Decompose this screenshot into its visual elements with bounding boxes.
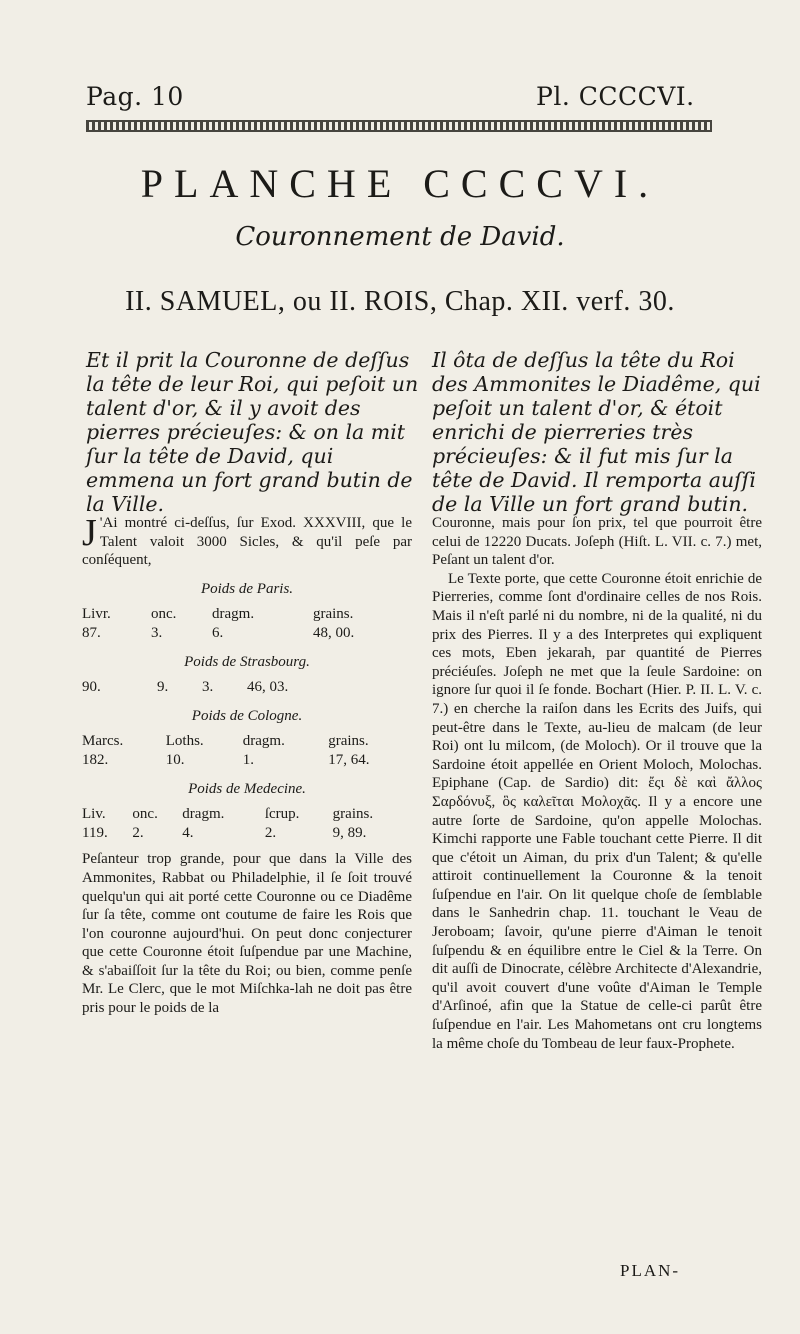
table-cell: ſcrup. — [264, 806, 300, 823]
table-cell: 3. — [202, 679, 214, 696]
right-paragraph-2: Le Texte porte, que cette Couronne étoit enrichie de Pierreries, comme ſont d'ordinaire celles de nos Rois. Mais il n'eſt parlé ni du nombre, ni de la qualité, ni du prix des Pierres. Il y a des Interpretes qui expliquent ces mots, Eben jekarah, par quantité de Pierres préciéuſes. Joſeph ne met que la ſeule Sardoine: on ignore ſur quoi il ſe fonde. Bochart (Hier. P. II. L. V. c. 7.) en cherche la raiſon dans les Ecrits des Juifs, qui peut-être dans le Texte, au-lieu de malcam (de leur Roi) ont lu milcom, (de Moloch). Or il trouve que la Sardoine étoit appellée en Orient Moloch, Molochas. Epiphane (Cap. de Sardio) dit: ἔςι δὲ καὶ ἄλλος Σαρδόνυξ, ὃς καλεῖται Μολοχᾶς. Il y a encore une autre ſorte de Sardoine, qu'on appelle Molochas. Kimchi rapporte une Fable touchant cette Pierre. Il dit que c'étoit un Aiman, du prix d'un Talent; & qu'elle attiroit continuellement la Couronne & la tenoit ſuſpendue en l'air. On lit quelque choſe de ſemblable dans le Sanhedrin chap. 11. touchant le Veau de Jeroboam; ſavoir, qu'une pierre d'Aiman le tenoit ſuſpendu & en équilibre entre le Ciel & la Terre. On dit auſſi de Dinocrate, célèbre Architecte d'Alexandrie, qu'il avoit couvert d'une voûte d'Aiman le Temple d'Arſinoé, afin que la Statue de celle-ci parût être ſuſpendue en l'air. Les Mahometans ont cru longtems la même choſe du Tombeau de leur faux-Prophete. — [432, 570, 762, 1052]
catchword: PLAN- — [620, 1261, 681, 1280]
table-cell: 90. — [82, 679, 101, 696]
table-cell: 48, 00. — [312, 624, 355, 641]
weight-table-cologne — [82, 732, 412, 769]
weight-heading-cologne: Poids de Cologne. — [191, 707, 303, 724]
plate-title: PLANCHE CCCCVI. — [140, 161, 660, 206]
table-cell: 46, 03. — [247, 679, 289, 696]
weight-table-medecine — [82, 805, 412, 842]
table-row — [82, 732, 412, 751]
table-cell: 2. — [132, 824, 144, 841]
table-cell: dragm. — [212, 606, 255, 623]
table-cell: grains. — [332, 806, 374, 823]
table-cell: Marcs. — [82, 733, 124, 750]
closing-paragraph: Peſanteur trop grande, pour que dans la Ville des Ammonites, Rabbat ou Philadelphie, il ſe ſoit trouvé quelqu'un qui ait porté cette Couronne ou ce Diadême ſur ſa tête, comme ont coutume de faire les Rois que l'on couronne aujourd'hui. On peut donc conjecturer que cette Couronne étoit ſuſpendue par une Machine, & s'abaiſſoit ſur la tête du Roi; ou bien, comme penſe Mr. Le Clerc, que le mot Miſchka-lah ne doit pas être pris pour le poids de la — [82, 851, 412, 1017]
table-cell: 119. — [82, 824, 108, 841]
table-cell: 17, 64. — [328, 751, 370, 768]
table-cell: onc. — [132, 806, 158, 823]
weight-heading-medecine: Poids de Medecine. — [188, 780, 306, 797]
weight-table-strasbourg — [82, 678, 412, 697]
quote-right: Il ôta de deſſus la tête du Roi des Ammonites le Diadême, qui peſoit un talent d'or, & étoit enrichi de pierreries très précieuſes: & il fut mis ſur la tête de David. Il remporta auſſi de la Ville un fort grand butin. — [432, 348, 761, 516]
table-cell: 182. — [82, 751, 109, 768]
intro-text: 'Ai montré ci-deſſus, ſur Exod. XXXVIII, que le Talent valoit 3000 Sicles, & qu'il peſe par conſéquent, — [82, 515, 412, 569]
page-number: Pag. 10 — [86, 82, 184, 111]
table-cell: Liv. — [82, 806, 106, 823]
drop-cap: J — [82, 512, 97, 554]
plate-subtitle: Couronnement de David. — [235, 222, 565, 252]
weight-heading-paris: Poids de Paris. — [200, 580, 294, 597]
table-cell: dragm. — [182, 806, 225, 823]
table-row — [82, 624, 412, 643]
table-cell: 6. — [212, 624, 224, 641]
table-cell: 87. — [82, 624, 101, 641]
table-cell: 2. — [264, 824, 277, 841]
weight-heading-strasbourg: Poids de Strasbourg. — [184, 653, 310, 670]
right-column — [432, 514, 762, 1053]
table-row — [82, 751, 412, 770]
table-row — [82, 805, 412, 824]
table-cell: 3. — [151, 624, 163, 641]
table-cell: 9, 89. — [332, 824, 367, 841]
right-paragraph-1: Couronne, mais pour ſon prix, tel que pourroit être celui de 12220 Ducats. Joſeph (Hiſt. L. VII. c. 7.) met, Peſant un talent d'or. — [432, 515, 762, 569]
left-column — [82, 514, 412, 1018]
table-cell: 10. — [165, 751, 185, 768]
weight-table-paris — [82, 605, 412, 642]
decorative-border-band — [86, 120, 712, 132]
table-cell: 4. — [182, 824, 194, 841]
table-row — [82, 678, 412, 697]
quote-left: Et il prit la Couronne de deſſus la tête de leur Roi, qui peſoit un talent d'or, & il y avoit des pierres précieuſes: & on la mit ſur la tête de David, qui emmena un fort grand butin de la Ville. — [86, 348, 419, 516]
table-cell: Livr. — [82, 606, 111, 623]
table-row — [82, 605, 412, 624]
table-cell: grains. — [312, 606, 354, 623]
table-cell: 1. — [242, 751, 255, 768]
table-cell: 9. — [157, 679, 169, 696]
scripture-reference: II. SAMUEL, ou II. ROIS, Chap. XII. verf. 30. — [125, 286, 675, 317]
table-cell: Loths. — [165, 733, 204, 750]
table-cell: dragm. — [242, 733, 285, 750]
intro-paragraph — [82, 514, 412, 570]
table-cell: onc. — [151, 606, 177, 623]
plate-reference: Pl. CCCCVI. — [536, 82, 695, 111]
table-row — [82, 824, 412, 843]
table-cell: grains. — [328, 733, 369, 750]
